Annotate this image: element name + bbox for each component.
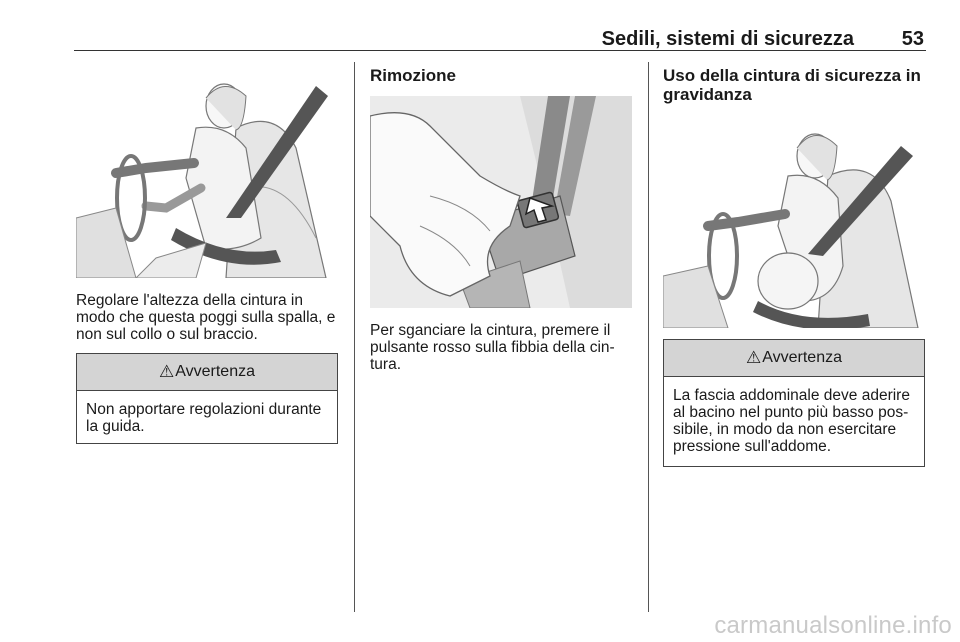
section-heading-rimozione: Rimozione — [370, 66, 456, 85]
warning-triangle-icon: ⚠ — [159, 362, 175, 381]
warning-box — [76, 353, 338, 444]
section-heading-pregnancy: Uso della cintura di sicurezza in gravidanza — [663, 66, 921, 104]
warning-header — [77, 354, 337, 391]
adjust-height-paragraph: Regolare l'altezza della cintura in modo che questa poggi sulla spalla, e non sul collo o sul braccio. — [76, 292, 336, 343]
warning-text: Non apportare regolazioni durante la guida. — [86, 401, 322, 435]
release-buckle-paragraph: Per sganciare la cintura, premere il pulsante rosso sulla fibbia della cin-tura. — [370, 322, 615, 373]
pregnancy-seatbelt-illustration — [663, 116, 925, 328]
page-number: 53 — [901, 28, 924, 50]
section-title: Sedili, sistemi di sicurezza — [601, 28, 854, 50]
seatbelt-driver-illustration — [76, 68, 338, 278]
warning-header — [664, 340, 924, 377]
column-divider — [648, 62, 649, 612]
warning-title: Avvertenza — [762, 349, 842, 366]
warning-text: La fascia addominale deve aderire al bacino nel punto più basso pos-sibile, in modo da non esercitare pressione sull'addome. — [673, 387, 910, 455]
page-header — [74, 24, 926, 51]
watermark-text: carmanualsonline.info — [714, 612, 952, 639]
column-divider — [354, 62, 355, 612]
warning-title: Avvertenza — [175, 363, 255, 380]
warning-triangle-icon: ⚠ — [746, 348, 762, 367]
buckle-release-illustration — [370, 96, 632, 308]
warning-box — [663, 339, 925, 467]
